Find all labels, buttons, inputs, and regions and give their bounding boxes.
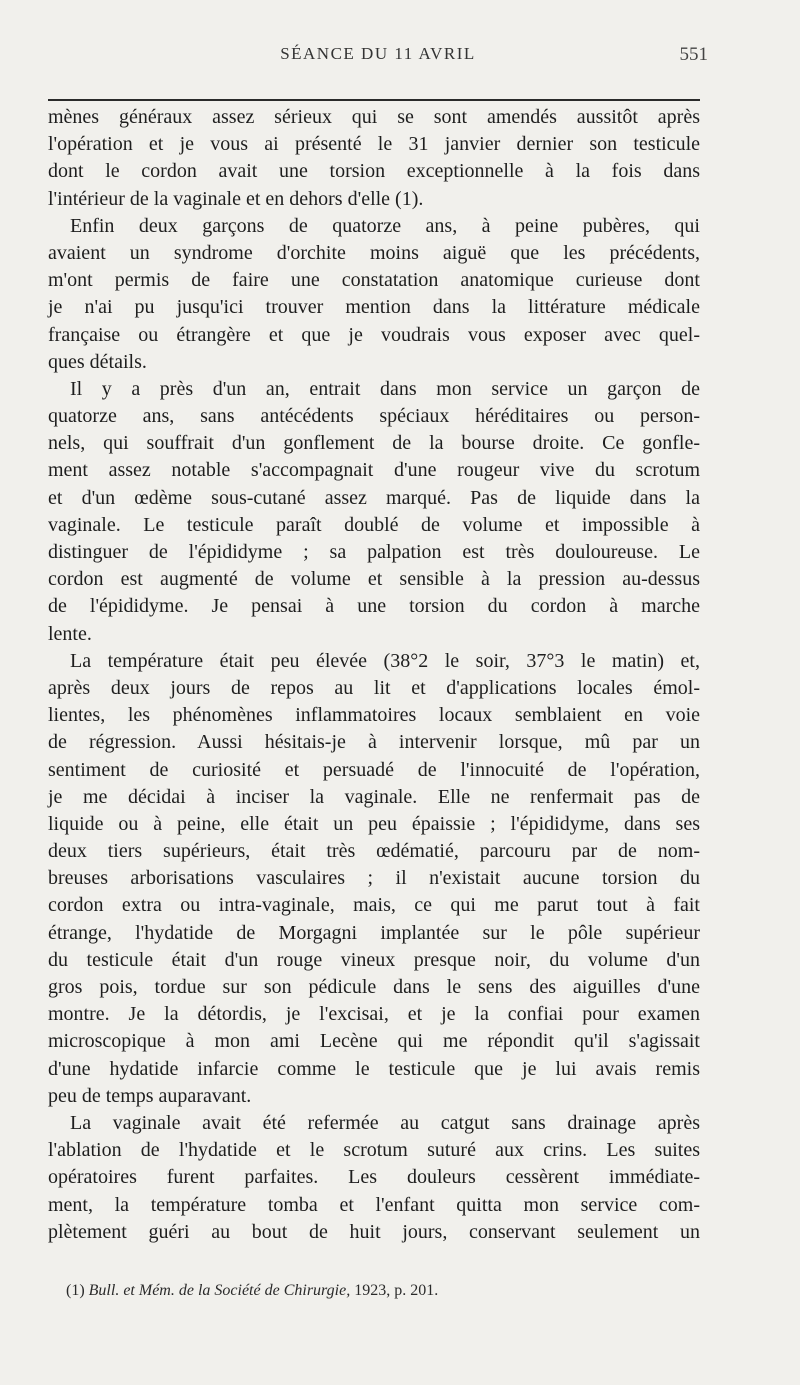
text-line: l'intérieur de la vaginale et en dehors d'elle (1). [48, 187, 424, 210]
text-line: quatorze ans, sans antécédents spéciaux héréditaires ou person- [48, 405, 700, 428]
text-line: cordon extra ou intra-vaginale, mais, ce qui me parut tout à fait [48, 894, 700, 917]
text-line: peu de temps auparavant. [48, 1084, 252, 1107]
text-line: lente. [48, 622, 92, 645]
text-line: avaient un syndrome d'orchite moins aiguë que les précédents, [48, 241, 700, 264]
text-line: montre. Je la détordis, je l'excisai, et je la confiai pour examen [48, 1003, 700, 1026]
body-text [48, 104, 700, 1246]
text-line: ment assez notable s'accompagnait d'une rougeur vive du scrotum [48, 459, 700, 482]
text-line: ment, la température tomba et l'enfant quitta mon service com- [48, 1193, 700, 1216]
text-line: gros pois, tordue sur son pédicule dans le sens des aiguilles d'une [48, 976, 700, 998]
text-line: du testicule était d'un rouge vineux presque noir, du volume d'un [48, 948, 700, 971]
text-line: je me décidai à inciser la vaginale. Elle ne renfermait pas de [48, 785, 700, 808]
text-line: opératoires furent parfaites. Les douleurs cessèrent immédiate- [48, 1166, 700, 1189]
text-line: cordon est augmenté de volume et sensible à la pression au-dessus [48, 568, 700, 591]
page-number: 551 [679, 44, 708, 65]
text-line: sentiment de curiosité et persuadé de l'innocuité de l'opération, [48, 758, 700, 781]
footnote-citation: Bull. et Mém. de la Société de Chirurgie, [88, 1282, 351, 1299]
footnote-details: 1923, p. 201. [354, 1282, 439, 1299]
running-title: SÉANCE DU 11 AVRIL [280, 44, 476, 63]
text-line: d'une hydatide infarcie comme le testicule que je lui avais remis [48, 1057, 700, 1080]
text-line: microscopique à mon ami Lecène qui me répondit qu'il s'agissait [48, 1030, 700, 1053]
text-line: lientes, les phénomènes inflammatoires locaux semblaient en voie [48, 704, 700, 727]
running-header [48, 44, 708, 74]
text-line: l'ablation de l'hydatide et le scrotum suturé aux crins. Les suites [48, 1139, 700, 1162]
text-line: de l'épididyme. Je pensai à une torsion du cordon à marche [48, 595, 700, 618]
text-line: vaginale. Le testicule paraît doublé de volume et impossible à [48, 513, 700, 536]
text-line: dont le cordon avait une torsion exceptionnelle à la fois dans [48, 160, 700, 183]
text-line: plètement guéri au bout de huit jours, conservant seulement un [48, 1220, 700, 1243]
text-line: après deux jours de repos au lit et d'applications locales émol- [48, 676, 700, 699]
text-line: française ou étrangère et que je voudrais vous exposer avec quel- [48, 323, 700, 346]
text-line: de régression. Aussi hésitais-je à intervenir lorsque, mû par un [48, 731, 700, 754]
text-line: deux tiers supérieurs, était très œdématié, parcouru par de nom- [48, 840, 700, 863]
text-line: distinguer de l'épididyme ; sa palpation est très douloureuse. Le [48, 541, 700, 563]
text-line: La température était peu élevée (38°2 le soir, 37°3 le matin) et, [70, 649, 700, 672]
text-line: m'ont permis de faire une constatation anatomique curieuse dont [48, 269, 700, 292]
text-line: nels, qui souffrait d'un gonflement de la bourse droite. Ce gonfle- [48, 432, 700, 455]
text-line: liquide ou à peine, elle était un peu épaissie ; l'épididyme, dans ses [48, 812, 700, 835]
text-line: l'opération et je vous ai présenté le 31 janvier dernier son testicule [48, 133, 700, 156]
text-line: La vaginale avait été refermée au catgut sans drainage après [70, 1111, 700, 1134]
footnote-ref: (1) [66, 1282, 85, 1299]
text-line: étrange, l'hydatide de Morgagni implantée sur le pôle supérieur [48, 921, 700, 944]
header-rule [48, 99, 700, 101]
text-line: et d'un œdème sous-cutané assez marqué. Pas de liquide dans la [48, 486, 700, 509]
text-line: Il y a près d'un an, entrait dans mon service un garçon de [70, 377, 700, 400]
footnote [66, 1280, 706, 1302]
text-line: je n'ai pu jusqu'ici trouver mention dans la littérature médicale [48, 296, 700, 319]
text-line: mènes généraux assez sérieux qui se sont amendés aussitôt après [48, 106, 700, 128]
text-line: ques détails. [48, 350, 147, 373]
text-line: Enfin deux garçons de quatorze ans, à peine pubères, qui [70, 214, 700, 237]
text-line: breuses arborisations vasculaires ; il n'existait aucune torsion du [48, 867, 700, 890]
